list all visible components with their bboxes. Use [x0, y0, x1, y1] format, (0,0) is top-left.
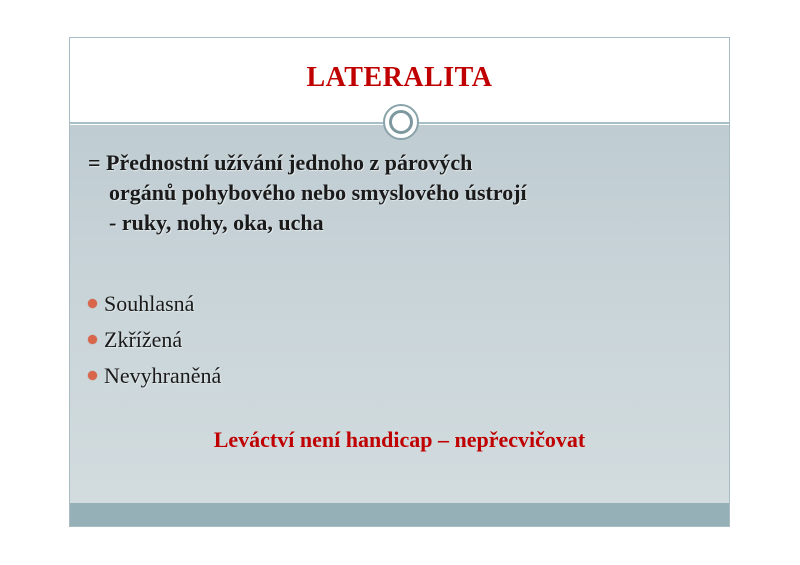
bullet-label: Souhlasná [104, 291, 195, 316]
bullet-label: Zkřížená [104, 327, 183, 352]
slide [69, 37, 730, 527]
bullet-list [88, 286, 221, 394]
definition-text [88, 148, 708, 238]
bullet-item [88, 358, 221, 394]
bullet-dot-icon [88, 371, 97, 380]
circle-ornament-icon [383, 104, 419, 140]
bullet-item [88, 286, 221, 322]
bullet-item [88, 322, 221, 358]
bullet-dot-icon [88, 299, 97, 308]
definition-line: - ruky, nohy, oka, ucha [109, 210, 324, 235]
bullet-dot-icon [88, 335, 97, 344]
footer-band [70, 503, 729, 526]
definition-line: orgánů pohybového nebo smyslového ústrojí [109, 180, 527, 205]
definition-line: = Přednostní užívání jednoho z párových [88, 150, 473, 175]
highlight-note: Leváctví není handicap – nepřecvičovat [213, 427, 586, 452]
slide-title: LATERALITA [306, 62, 493, 93]
bullet-label: Nevyhraněná [104, 363, 222, 388]
